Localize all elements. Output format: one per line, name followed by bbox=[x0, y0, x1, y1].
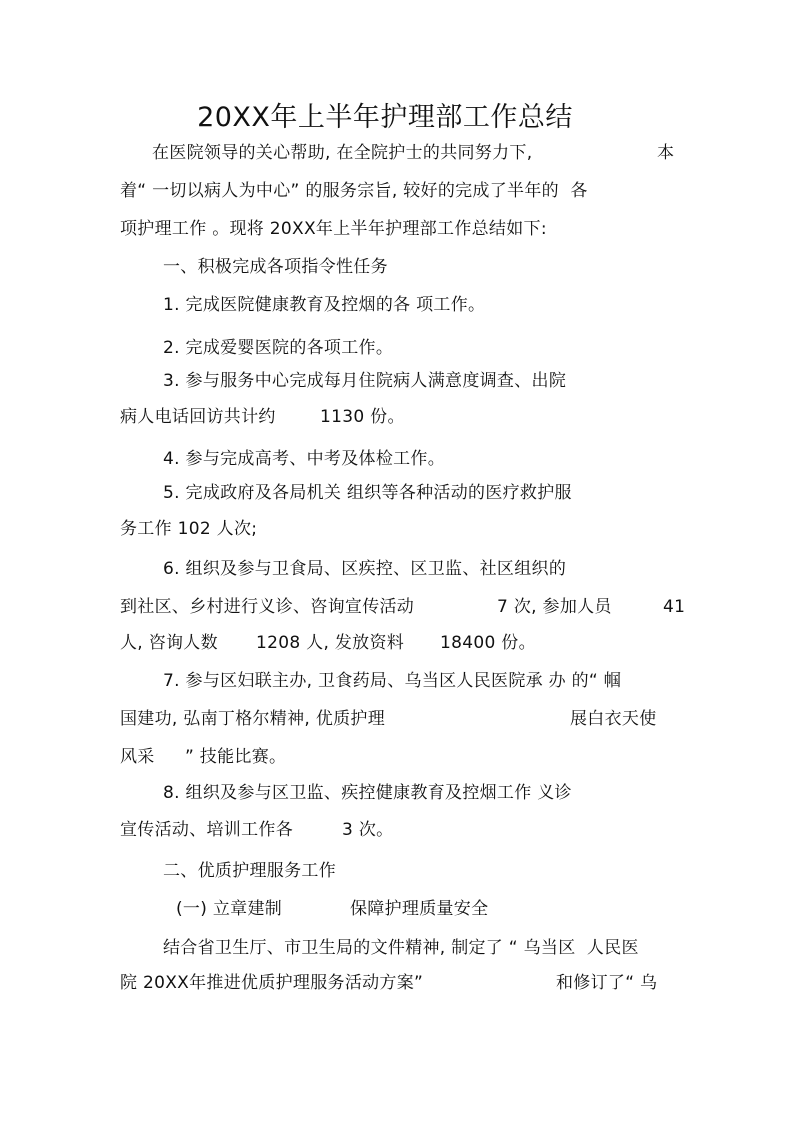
paragraph-line: 和修订了“ 乌 bbox=[556, 973, 658, 993]
paragraph-line: 着“ 一切以病人为中心” 的服务宗旨, 较好的完成了半年的 各 bbox=[120, 181, 588, 201]
list-item: 5. 完成政府及各局机关 组织等各种活动的医疗救护服 bbox=[163, 483, 572, 503]
list-item: 7. 参与区妇联主办, 卫食药局、乌当区人民医院承 办 的“ 帼 bbox=[163, 671, 622, 691]
paragraph-line: 国建功, 弘南丁格尔精神, 优质护理 bbox=[120, 709, 386, 729]
section-heading: 一、积极完成各项指令性任务 bbox=[163, 257, 388, 277]
page-title: 20XX年上半年护理部工作总结 bbox=[197, 102, 573, 133]
paragraph-line: 本 bbox=[657, 143, 675, 163]
section-heading: 二、优质护理服务工作 bbox=[163, 861, 336, 881]
paragraph-line: 风采 bbox=[120, 747, 155, 767]
paragraph-line: ” 技能比赛。 bbox=[185, 747, 287, 767]
list-item: 1. 完成医院健康教育及控烟的各 项工作。 bbox=[163, 295, 486, 315]
paragraph-line: 病人电话回访共计约 bbox=[120, 407, 276, 427]
list-item: 8. 组织及参与区卫监、疾控健康教育及控烟工作 义诊 bbox=[163, 783, 572, 803]
paragraph-line: 1130 份。 bbox=[320, 407, 405, 427]
paragraph-line: 到社区、乡村进行义诊、咨询宣传活动 bbox=[120, 597, 415, 617]
paragraph-line: 7 次, 参加人员 bbox=[497, 597, 612, 617]
paragraph-line: 务工作 102 人次; bbox=[120, 519, 258, 539]
paragraph-line: 宣传活动、培训工作各 bbox=[120, 820, 293, 840]
list-item: 6. 组织及参与卫食局、区疾控、区卫监、社区组织的 bbox=[163, 559, 567, 579]
subsection-heading: (一) 立章建制 bbox=[176, 899, 283, 919]
paragraph-line: 3 次。 bbox=[342, 820, 394, 840]
subsection-heading: 保障护理质量安全 bbox=[350, 899, 489, 919]
paragraph-line: 1208 人, 发放资料 bbox=[256, 633, 405, 653]
paragraph-line: 结合省卫生厅、市卫生局的文件精神, 制定了 “ 乌当区 人民医 bbox=[163, 938, 639, 958]
list-item: 4. 参与完成高考、中考及体检工作。 bbox=[163, 449, 446, 469]
list-item: 2. 完成爱婴医院的各项工作。 bbox=[163, 338, 394, 358]
paragraph-line: 在医院领导的关心帮助, 在全院护士的共同努力下, bbox=[152, 143, 533, 163]
paragraph-line: 院 20XX年推进优质护理服务活动方案” bbox=[120, 973, 424, 993]
paragraph-line: 项护理工作 。现将 20XX年上半年护理部工作总结如下: bbox=[120, 219, 547, 239]
paragraph-line: 41 bbox=[663, 597, 686, 617]
paragraph-line: 展白衣天使 bbox=[570, 709, 657, 729]
list-item: 3. 参与服务中心完成每月住院病人满意度调查、出院 bbox=[163, 371, 567, 391]
paragraph-line: 18400 份。 bbox=[440, 633, 536, 653]
paragraph-line: 人, 咨询人数 bbox=[120, 633, 218, 653]
